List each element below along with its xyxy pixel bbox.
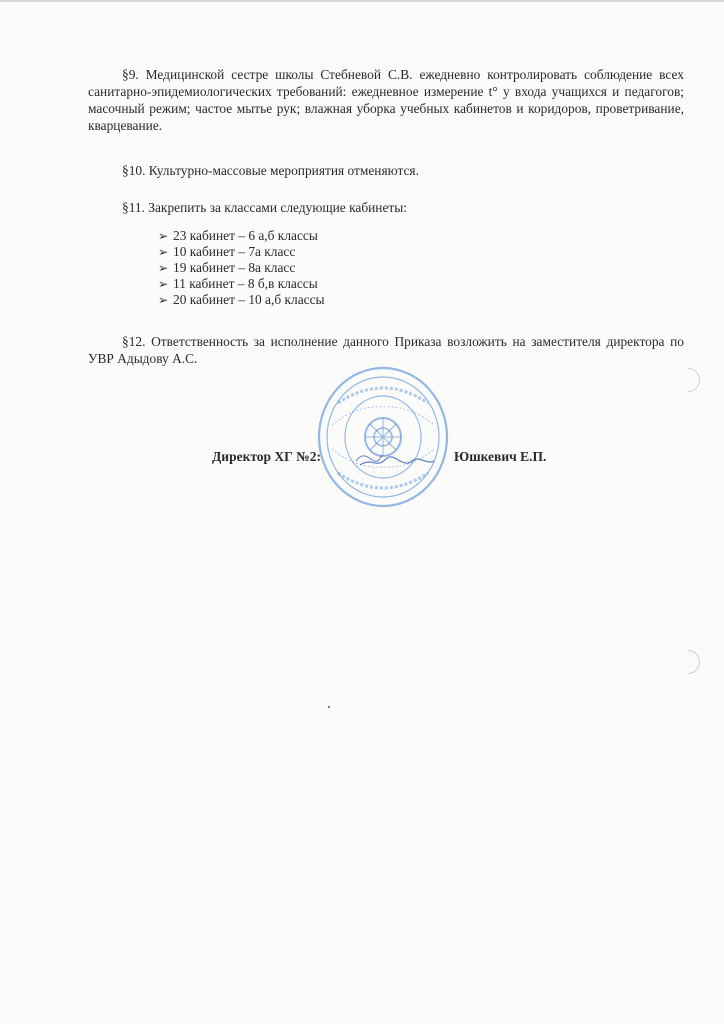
binder-hole-mark	[671, 645, 705, 679]
list-item: ➢ 19 кабинет – 8а класс	[158, 260, 296, 275]
director-title: Директор ХГ №2:	[212, 449, 321, 464]
paragraph-10-text: §10. Культурно-массовые мероприятия отменяются.	[122, 163, 419, 178]
paragraph-12	[88, 333, 684, 367]
arrow-bullet-icon: ➢	[158, 229, 169, 243]
list-item: ➢ 11 кабинет – 8 б,в классы	[158, 276, 318, 291]
arrow-bullet-icon: ➢	[158, 293, 169, 307]
scan-speck	[328, 706, 330, 708]
list-item: ➢ 20 кабинет – 10 а,б классы	[158, 292, 325, 307]
paragraph-9	[88, 66, 684, 134]
paragraph-12-text: §12. Ответственность за исполнение данного Приказа возложить на заместителя директора по УВР Адыдову А.С.	[88, 334, 684, 366]
arrow-bullet-icon: ➢	[158, 277, 169, 291]
room-assignment-list	[158, 228, 325, 308]
paragraph-11-text: §11. Закрепить за классами следующие кабинеты:	[122, 200, 407, 215]
list-item: ➢ 23 кабинет – 6 а,б классы	[158, 228, 318, 243]
binder-hole-mark	[671, 363, 705, 397]
paragraph-9-text: §9. Медицинской сестре школы Стебневой С.В. ежедневно контролировать соблюдение всех санитарно-эпидемиологических требований: ежедневное измерение t° у входа учащихся и педагогов; масочный режим; частое мытье рук; влажная уборка учебных кабинетов и коридоров, проветривание, кварцевание.	[88, 67, 684, 133]
list-item: ➢ 10 кабинет – 7а класс	[158, 244, 296, 259]
paragraph-10	[88, 162, 684, 179]
arrow-bullet-icon: ➢	[158, 245, 169, 259]
official-seal-stamp	[316, 365, 450, 509]
page-top-edge	[0, 0, 724, 2]
paragraph-11	[88, 199, 684, 216]
arrow-bullet-icon: ➢	[158, 261, 169, 275]
director-name: Юшкевич Е.П.	[454, 449, 547, 464]
